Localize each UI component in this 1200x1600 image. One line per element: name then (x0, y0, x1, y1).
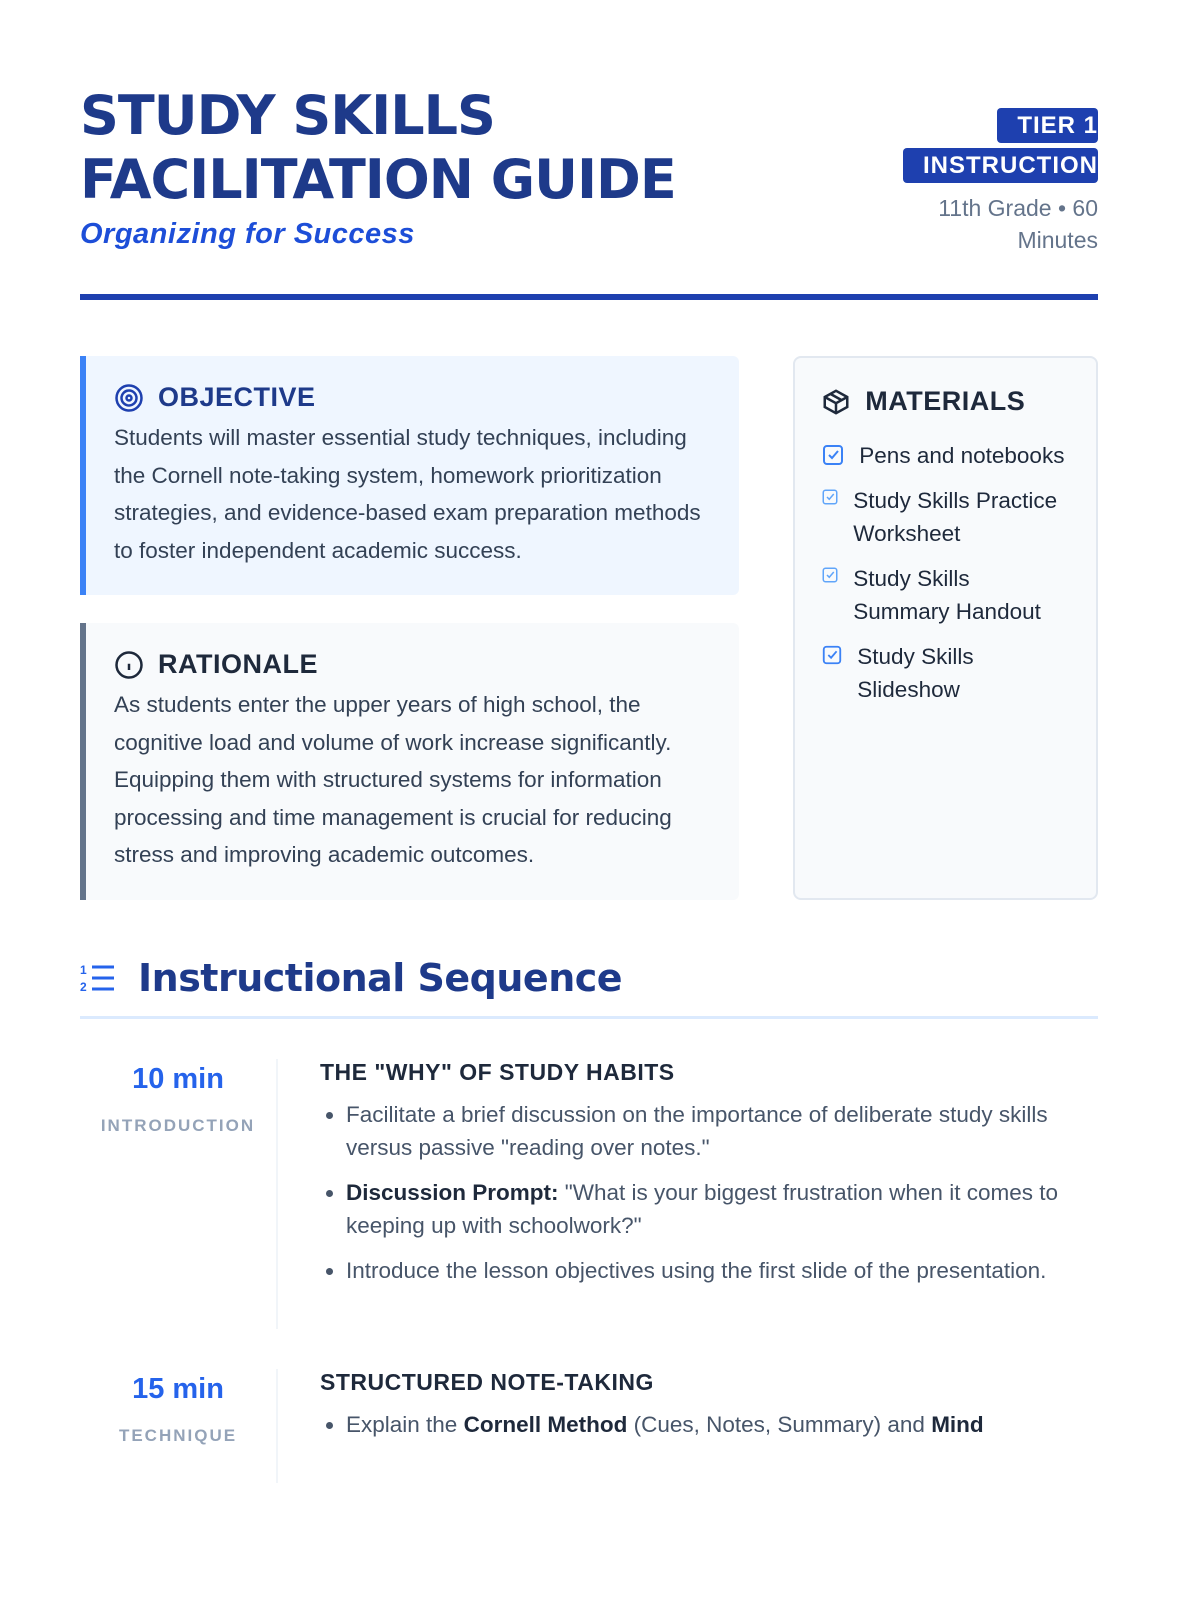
material-label: Study Skills Slideshow (857, 644, 974, 702)
step-bullet (346, 1408, 1098, 1441)
material-label: Study Skills Summary Handout (853, 566, 1041, 624)
material-item (821, 439, 1070, 472)
grade-duration: 11th Grade • 60 Minutes (938, 195, 1098, 253)
svg-text:2: 2 (80, 979, 87, 994)
numbered-list-icon (80, 961, 116, 995)
checkbox-icon (821, 644, 843, 666)
step-duration: 15 min (132, 1372, 224, 1405)
sequence-step (80, 1369, 1098, 1483)
step-duration: 10 min (132, 1062, 224, 1095)
objective-text: Students will master essential study techniques, including the Cornell note-taking system, homework prioritization strategies, and evidence-based exam preparation methods to foster independent academic success. (114, 425, 701, 563)
sequence-header (80, 956, 1098, 1019)
materials-card (793, 356, 1098, 900)
material-item (821, 484, 1070, 550)
page-title (80, 84, 676, 212)
checkbox-icon (821, 443, 845, 467)
step-bullet (346, 1176, 1098, 1242)
page-header (80, 80, 1098, 300)
sequence-step (80, 1059, 1098, 1329)
step-title: THE "WHY" OF STUDY HABITS (320, 1058, 675, 1085)
target-icon (114, 383, 144, 413)
step-title: STRUCTURED NOTE-TAKING (320, 1368, 654, 1395)
material-label: Study Skills Practice Worksheet (853, 488, 1058, 546)
prompt-text: "What is your biggest frustration when it comes to keeping up with schoolwork?" (346, 1179, 1058, 1238)
title-line: STUDY SKILLS (80, 84, 495, 147)
material-item (821, 562, 1070, 628)
tier-badge: TIER 1 INSTRUCTION (903, 108, 1098, 183)
checkbox-icon (821, 566, 839, 584)
material-item (821, 640, 1070, 706)
objective-heading: OBJECTIVE (158, 382, 316, 412)
material-label: Pens and notebooks (859, 443, 1065, 468)
rationale-heading: RATIONALE (158, 649, 318, 679)
subtitle: Organizing for Success (80, 218, 415, 250)
package-icon (821, 387, 851, 417)
bold-text: Mind (931, 1411, 984, 1437)
step-bullet: • Introduce the lesson objectives using the first slide of the presentation. (346, 1254, 1098, 1287)
checkbox-icon (821, 488, 839, 506)
bold-text: Cornell Method (463, 1411, 628, 1437)
rationale-card (80, 623, 739, 900)
sequence-heading: Instructional Sequence (138, 955, 623, 1000)
svg-text:1: 1 (80, 962, 87, 977)
info-icon (114, 650, 144, 680)
text: Explain the (346, 1411, 464, 1437)
step-bullet: • Facilitate a brief discussion on the importance of deliberate study skills versus passive "reading over notes." (346, 1098, 1098, 1164)
step-phase: TECHNIQUE (118, 1425, 238, 1445)
materials-heading: MATERIALS (865, 386, 1026, 416)
step-phase: INTRODUCTION (100, 1115, 256, 1135)
objective-card (80, 356, 739, 595)
rationale-text: As students enter the upper years of high school, the cognitive load and volume of work increase significantly. Equipping them with structured systems for information processing and time management is crucial for reducing stress and improving academic outcomes. (114, 692, 672, 867)
title-line: FACILITATION GUIDE (80, 148, 676, 211)
prompt-label: Discussion Prompt: (346, 1179, 559, 1205)
text: (Cues, Notes, Summary) and (627, 1411, 932, 1437)
